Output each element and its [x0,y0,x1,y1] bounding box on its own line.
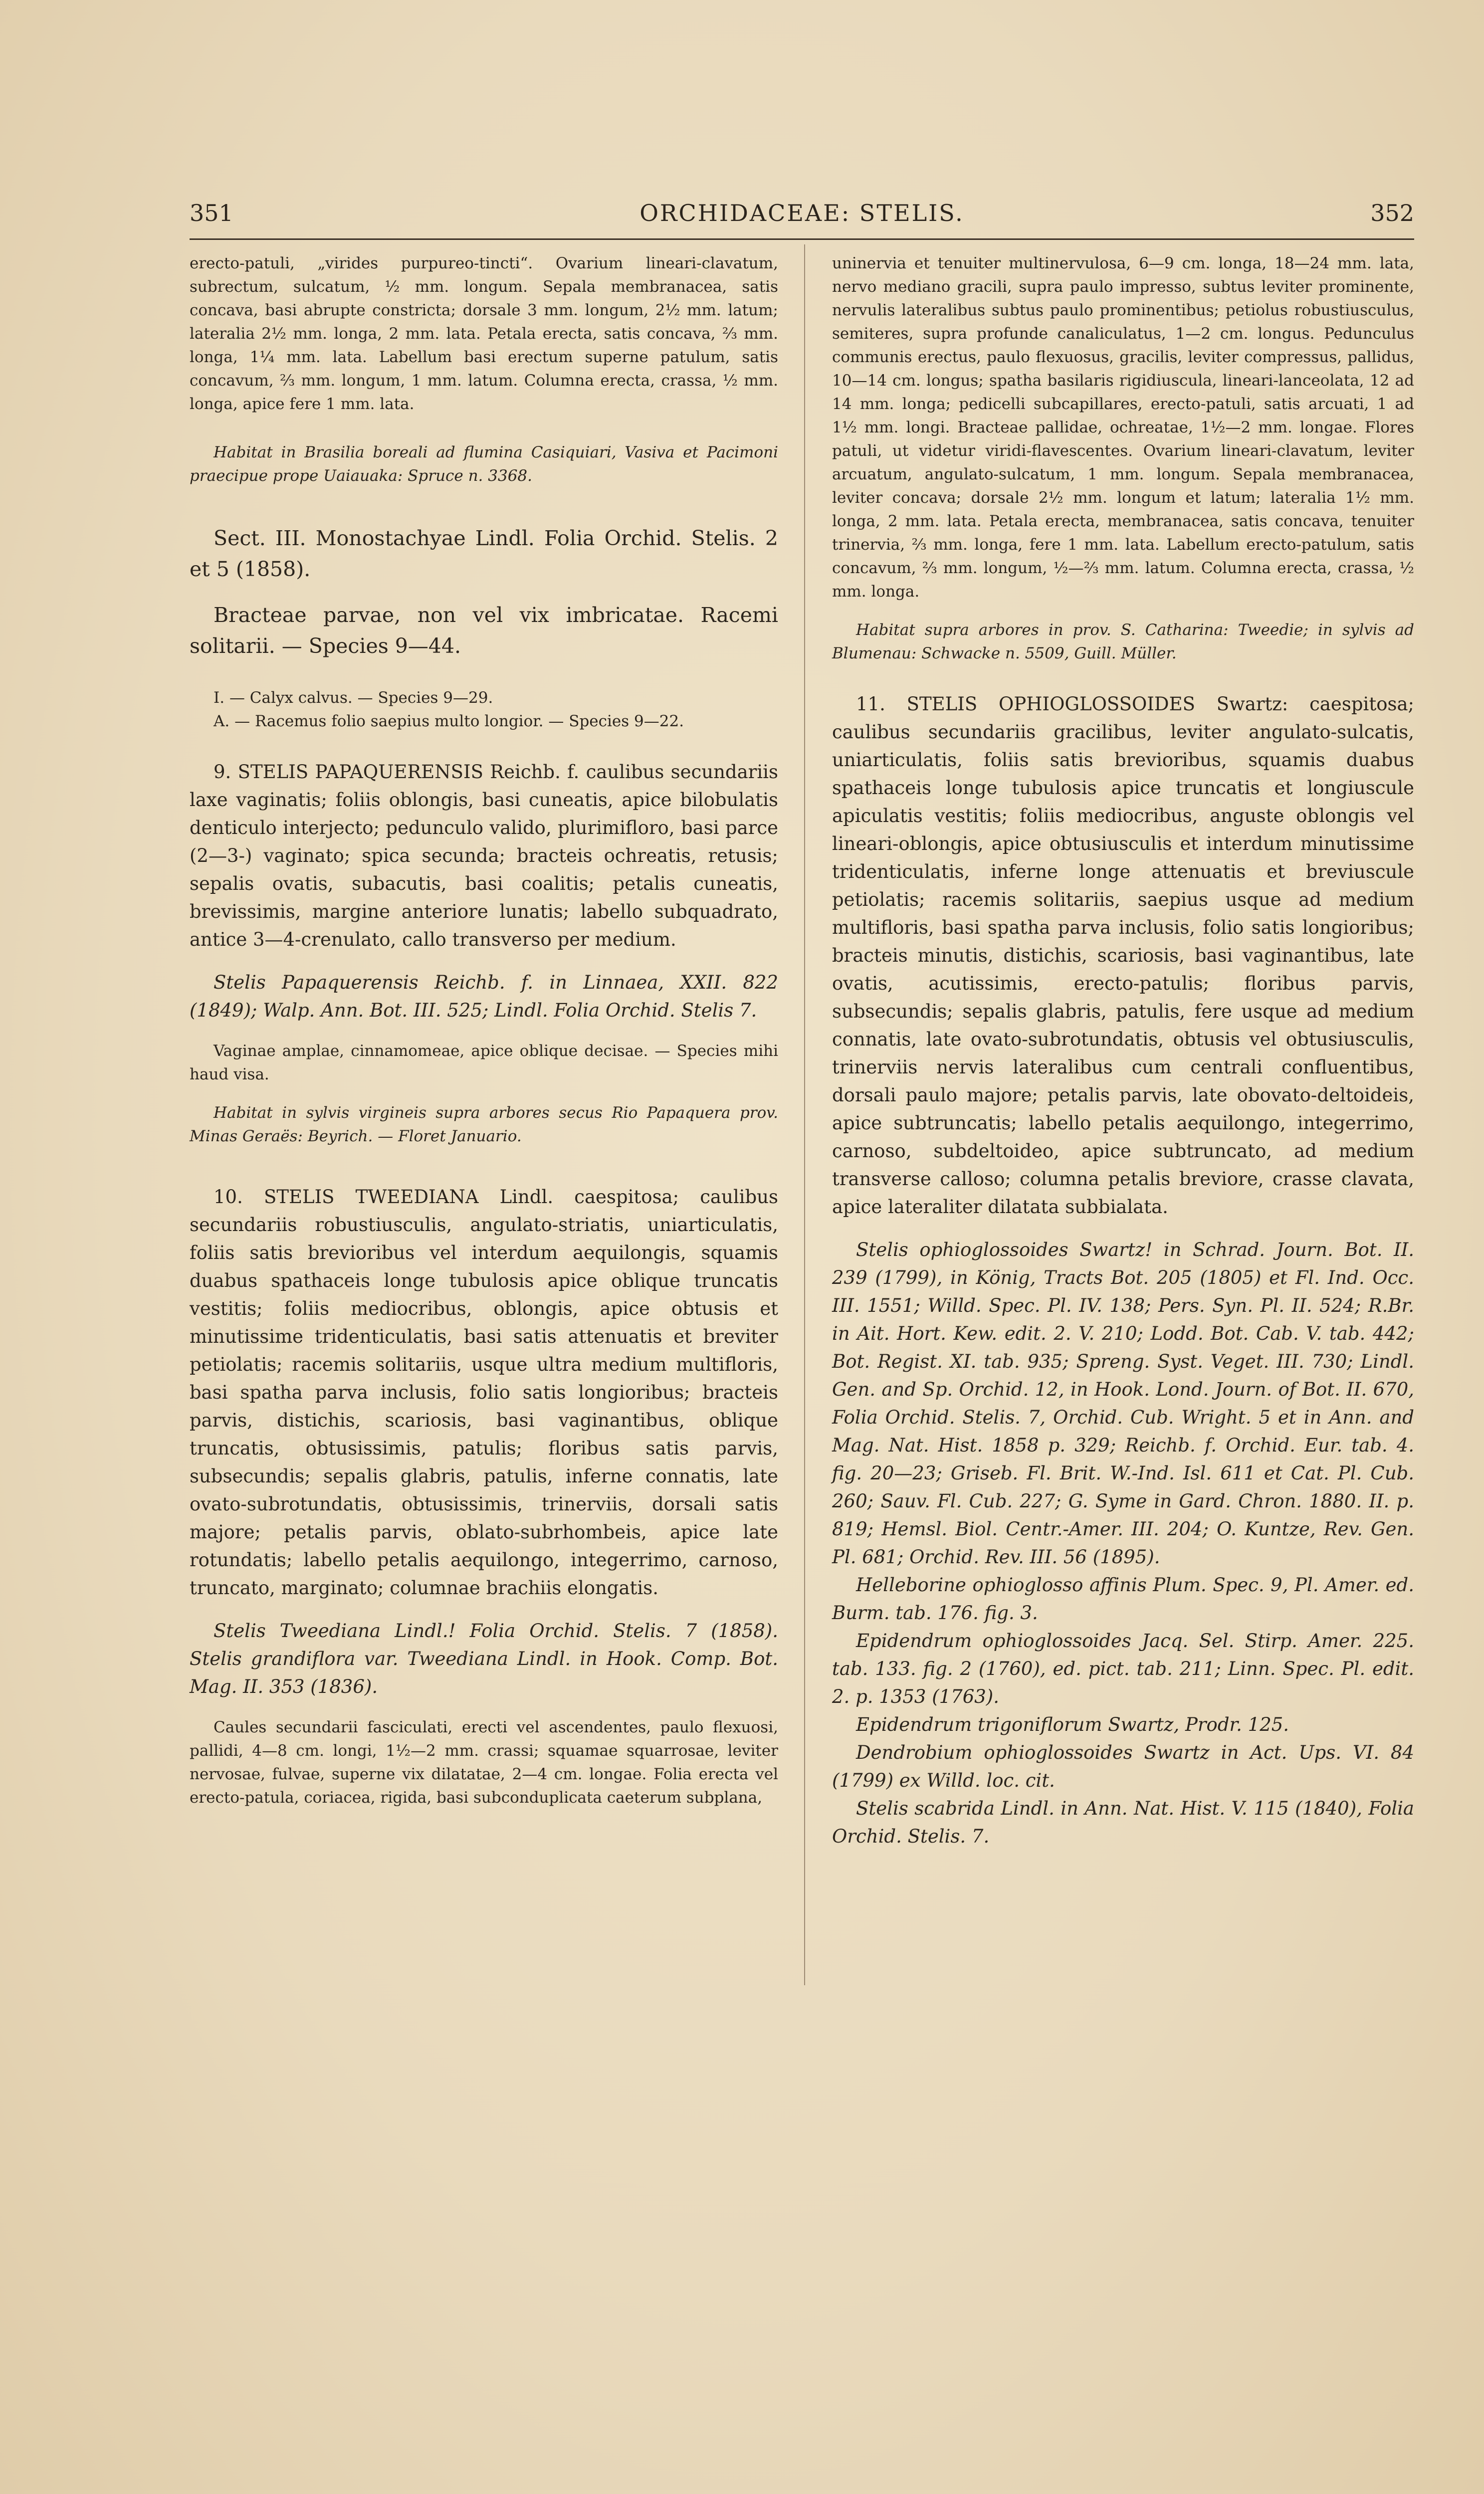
page-number-right: 352 [1370,200,1414,226]
species-10-synonymy: Stelis Tweediana Lindl.! Folia Orchid. Stelis. 7 (1858). Stelis grandiflora var. Tweediana Lindl. in Hook. Comp. Bot. Mag. II. 353 (1836). [190,1620,778,1697]
page-header [190,200,1414,229]
species-9-synonymy: Stelis Papaquerensis Reichb. f. in Linnaea, XXII. 822 (1849); Walp. Ann. Bot. III. 525; Lindl. Folia Orchid. Stelis 7. [190,972,778,1021]
right-column [832,252,1414,1851]
species-10-note-continued: uninervia et tenuiter multinervulosa, 6—9 cm. longa, 18—24 mm. lata, nervo mediano gracili, supra paulo impresso, subtus leviter prominente, nervulis lateralibus subtus paulo prominentibus; petiolus robustiusculus, semiteres, supra profunde canaliculatus, 1—2 cm. longus. Pedunculus communis erectus, paulo flexuosus, gracilis, leviter compressus, pallidus, 10—14 cm. longus; spatha basilaris rigidiuscula, lineari-lanceolata, 12 ad 14 mm. longa; pedicelli subcapillares, erecto-patuli, satis arcuati, 1 ad 1½ mm. longi. Bracteae pallidae, ochreatae, 1½—2 mm. longae. Flores patuli, ut videtur viridi-flavescentes. Ovarium lineari-clavatum, leviter arcuatum, angulato-sulcatum, 1 mm. longum. Sepala membranacea, leviter concava; dorsale 2½ mm. longum et latum; lateralia 1½ mm. longa, 2 mm. lata. Petala erecta, membranacea, satis concava, tenuiter trinervia, ⅔ mm. longa, fere 1 mm. lata. Labellum erecto-patulum, satis concavum, ⅔ mm. longum, ½—⅔ mm. latum. Columna erecta, crassa, ½ mm. longa. [832,254,1414,601]
key-level-2: A. — Racemus folio saepius multo longior. — Species 9—22. [213,712,684,730]
page-number-left: 351 [190,200,233,226]
continued-description: erecto-patuli, „virides purpureo-tincti“. Ovarium lineari-clavatum, subrectum, sulcatum, ½ mm. longum. Sepala membranacea, satis concava, basi abrupte constricta; dorsale 3 mm. longum, 2½ mm. latum; lateralia 2½ mm. longa, 2 mm. lata. Petala erecta, satis concava, ⅔ mm. longa, 1¼ mm. lata. Labellum basi erectum superne patulum, satis concavum, ⅔ mm. longum, 1 mm. latum. Columna erecta, crassa, ½ mm. longa, apice fere 1 mm. lata. [190,254,778,413]
species-10-habitat: Habitat supra arbores in prov. S. Catharina: Tweedie; in sylvis ad Blumenau: Schwacke n. 5509, Guill. Müller. [832,621,1414,662]
key-level-1: I. — Calyx calvus. — Species 9—29. [213,689,493,707]
habitat-note: Habitat in Brasilia boreali ad flumina Casiquiari, Vasiva et Pacimoni praecipue prope Uaiauaka: Spruce n. 3368. [190,443,778,485]
species-11-synonym-4: Epidendrum trigoniflorum Swartz, Prodr. 125. [856,1714,1289,1735]
species-10-description: 10. STELIS TWEEDIANA Lindl. caespitosa; caulibus secundariis robustiusculis, angulato-striatis, uniarticulatis, foliis satis brevioribus vel interdum aequilongis, squamis duabus spathaceis longe tubulosis apice oblique truncatis vestitis; foliis mediocribus, oblongis, apice obtusis et minutissime tridenticulatis, basi satis attenuatis et breviter petiolatis; racemis solitariis, usque ultra medium multifloris, basi spatha parva inclusis, folio satis longioribus; bracteis parvis, distichis, scariosis, basi vaginantibus, oblique truncatis, obtusissimis, patulis; floribus satis parvis, subsecundis; sepalis glabris, patulis, inferne connatis, late ovato-subrotundatis, obtusissimis, trinerviis, dorsali satis majore; petalis parvis, oblato-subrhombeis, apice late rotundatis; labello petalis aequilongo, integerrimo, carnoso, truncato, marginato; columnae brachiis elongatis. [190,1186,778,1599]
species-11-description: 11. STELIS OPHIOGLOSSOIDES Swartz: caespitosa; caulibus secundariis gracilibus, leviter angulato-sulcatis, uniarticulatis, foliis satis brevioribus, squamis duabus spathaceis longe tubulosis apice truncatis et longiuscule apiculatis vestitis; foliis mediocribus, anguste oblongis vel lineari-oblongis, apice obtusiusculis et interdum minutissime tridenticulatis, inferne longe attenuatis et breviuscule petiolatis; racemis solitariis, saepius usque ad medium multifloris, basi spatha parva inclusis, folio satis longioribus; bracteis minutis, distichis, scariosis, basi vaginantibus, late ovatis, acutissimis, erecto-patulis; floribus parvis, subsecundis; sepalis glabris, patulis, fere usque ad medium connatis, late ovato-subrotundatis, obtusis vel obtusiusculis, trinerviis nervis lateralibus cum centrali confluentibus, dorsali paulo majore; petalis parvis, late obovato-deltoideis, apice subtruncatis; labello petalis aequilongo, integerrimo, carnoso, subdeltoideo, apice subtruncato, ad medium transverse calloso; columna petalis breviore, crasse clavata, apice lateraliter dilatata subbialata. [832,693,1414,1218]
section-description: Bracteae parvae, non vel vix imbricatae. Racemi solitarii. — Species 9—44. [190,603,778,658]
section-heading: Sect. III. Monostachyae Lindl. Folia Orchid. Stelis. 2 et 5 (1858). [190,526,778,581]
species-9-note: Vaginae amplae, cinnamomeae, apice oblique decisae. — Species mihi haud visa. [190,1042,778,1083]
species-11-synonym-3: Epidendrum ophioglossoides Jacq. Sel. Stirp. Amer. 225. tab. 133. fig. 2 (1760), ed. pict. tab. 211; Linn. Spec. Pl. edit. 2. p. 1353 (1763). [832,1630,1414,1707]
species-11-synonym-6: Stelis scabrida Lindl. in Ann. Nat. Hist. V. 115 (1840), Folia Orchid. Stelis. 7. [832,1798,1414,1847]
species-9-description: 9. STELIS PAPAQUERENSIS Reichb. f. caulibus secundariis laxe vaginatis; foliis oblongis, basi cuneatis, apice bilobulatis denticulo interjecto; pedunculo valido, plurimifloro, basi parce (2—3-) vaginato; spica secunda; bracteis ochreatis, retusis; sepalis ovatis, subacutis, basi coalitis; petalis cuneatis, brevissimis, margine anteriore lunatis; labello subquadrato, antice 3—4-crenulato, callo transverso per medium. [190,761,778,950]
species-10-note: Caules secundarii fasciculati, erecti vel ascendentes, paulo flexuosi, pallidi, 4—8 cm. longi, 1½—2 mm. crassi; squamae squarrosae, leviter nervosae, fulvae, superne vix dilatatae, 2—4 cm. longae. Folia erecta vel erecto-patula, coriacea, rigida, basi subconduplicata caeterum subplana, [190,1718,778,1807]
running-title: ORCHIDACEAE: STELIS. [639,200,964,226]
species-11-synonymy: Stelis ophioglossoides Swartz! in Schrad. Journ. Bot. II. 239 (1799), in König, Tracts Bot. 205 (1805) et Fl. Ind. Occ. III. 1551; Willd. Spec. Pl. IV. 138; Pers. Syn. Pl. II. 524; R.Br. in Ait. Hort. Kew. edit. 2. V. 210; Lodd. Bot. Cab. V. tab. 442; Bot. Regist. XI. tab. 935; Spreng. Syst. Veget. III. 730; Lindl. Gen. and Sp. Orchid. 12, in Hook. Lond. Journ. of Bot. II. 670, Folia Orchid. Stelis. 7, Orchid. Cub. Wright. 5 et in Ann. and Mag. Nat. Hist. 1858 p. 329; Reichb. f. Orchid. Eur. tab. 4. fig. 20—23; Griseb. Fl. Brit. W.-Ind. Isl. 611 et Cat. Pl. Cub. 260; Sauv. Fl. Cub. 227; G. Syme in Gard. Chron. 1880. II. p. 819; Hemsl. Biol. Centr.-Amer. III. 204; O. Kuntze, Rev. Gen. Pl. 681; Orchid. Rev. III. 56 (1895). [832,1239,1414,1568]
species-11-synonym-5: Dendrobium ophioglossoides Swartz in Act. Ups. VI. 84 (1799) ex Willd. loc. cit. [832,1742,1414,1791]
species-9-habitat: Habitat in sylvis virgineis supra arbores secus Rio Papaquera prov. Minas Geraës: Beyrich. — Floret Januario. [190,1104,778,1145]
column-divider [804,244,805,1985]
left-column [190,252,778,1810]
species-11-synonym-2: Helleborine ophioglosso affinis Plum. Spec. 9, Pl. Amer. ed. Burm. tab. 176. fig. 3. [832,1574,1414,1624]
header-rule [190,238,1414,240]
